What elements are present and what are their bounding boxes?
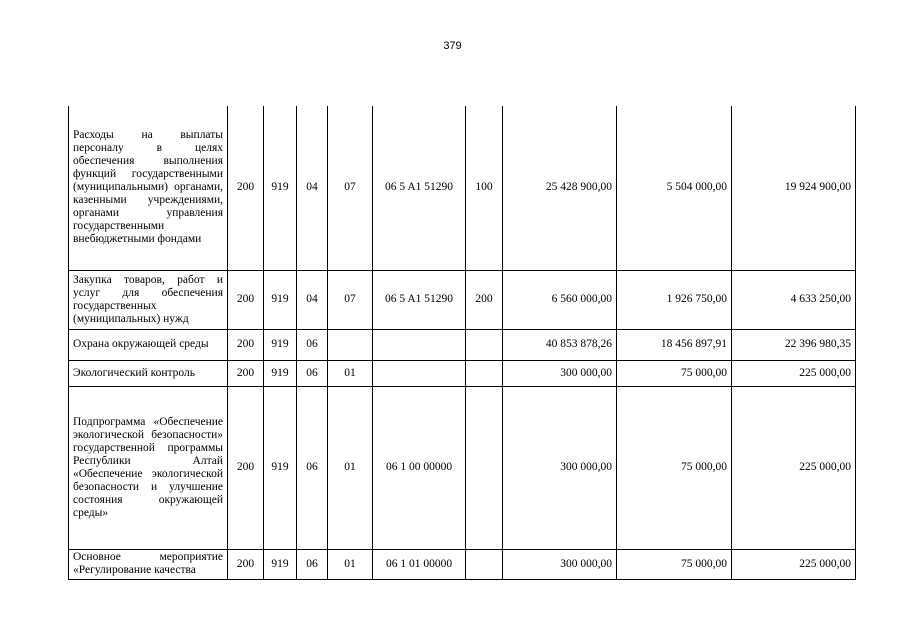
cell-code-2: 919 — [264, 329, 297, 360]
cell-value-2: 1 926 750,00 — [617, 270, 732, 329]
cell-code-1: 200 — [228, 329, 264, 360]
cell-code-3: 04 — [297, 270, 328, 329]
table-row — [69, 106, 856, 270]
cell-code-3: 04 — [297, 106, 328, 270]
table-row — [69, 360, 856, 386]
cell-code-1: 200 — [228, 360, 264, 386]
cell-code-6: 200 — [466, 270, 503, 329]
cell-code-3: 06 — [297, 549, 328, 579]
page-number: 379 — [443, 40, 462, 52]
budget-table — [68, 106, 856, 580]
cell-code-5: 06 1 01 00000 — [373, 549, 466, 579]
row-name: Охрана окружающей среды — [69, 329, 228, 360]
cell-value-3: 4 633 250,00 — [732, 270, 856, 329]
cell-code-2: 919 — [264, 360, 297, 386]
cell-code-6 — [466, 329, 503, 360]
cell-code-5: 06 1 00 00000 — [373, 386, 466, 549]
cell-value-1: 300 000,00 — [503, 549, 617, 579]
cell-code-2: 919 — [264, 106, 297, 270]
cell-value-3: 22 396 980,35 — [732, 329, 856, 360]
cell-value-3: 19 924 900,00 — [732, 106, 856, 270]
cell-value-1: 300 000,00 — [503, 360, 617, 386]
cell-value-2: 75 000,00 — [617, 549, 732, 579]
row-name: Экологический контроль — [69, 360, 228, 386]
cell-code-4 — [328, 329, 373, 360]
cell-value-1: 25 428 900,00 — [503, 106, 617, 270]
table-row — [69, 549, 856, 579]
cell-value-1: 40 853 878,26 — [503, 329, 617, 360]
cell-code-2: 919 — [264, 270, 297, 329]
cell-code-6 — [466, 386, 503, 549]
table-row — [69, 270, 856, 329]
cell-code-1: 200 — [228, 106, 264, 270]
cell-code-1: 200 — [228, 386, 264, 549]
row-name: Закупка товаров, работ и услуг для обеспечения государственных (муниципальных) нужд — [69, 270, 228, 329]
cell-code-6 — [466, 360, 503, 386]
cell-code-4: 07 — [328, 106, 373, 270]
cell-code-2: 919 — [264, 549, 297, 579]
table-row — [69, 386, 856, 549]
row-name: Подпрограмма «Обеспечение экологической безопасности» государственной программы Республики Алтай «Обеспечение экологической безопасности и улучшение состояния окружающей среды» — [69, 386, 228, 549]
cell-value-3: 225 000,00 — [732, 386, 856, 549]
cell-code-5: 06 5 A1 51290 — [373, 106, 466, 270]
cell-value-1: 6 560 000,00 — [503, 270, 617, 329]
cell-code-4: 01 — [328, 386, 373, 549]
cell-value-2: 75 000,00 — [617, 386, 732, 549]
cell-code-3: 06 — [297, 329, 328, 360]
cell-value-3: 225 000,00 — [732, 360, 856, 386]
cell-code-4: 01 — [328, 360, 373, 386]
cell-code-2: 919 — [264, 386, 297, 549]
cell-code-4: 01 — [328, 549, 373, 579]
cell-code-6 — [466, 549, 503, 579]
cell-code-5 — [373, 329, 466, 360]
cell-code-3: 06 — [297, 360, 328, 386]
cell-code-5: 06 5 A1 51290 — [373, 270, 466, 329]
cell-code-1: 200 — [228, 270, 264, 329]
cell-code-3: 06 — [297, 386, 328, 549]
row-name: Основное мероприятие «Регулирование качества — [69, 549, 228, 579]
cell-code-1: 200 — [228, 549, 264, 579]
cell-code-5 — [373, 360, 466, 386]
cell-value-3: 225 000,00 — [732, 549, 856, 579]
cell-value-2: 5 504 000,00 — [617, 106, 732, 270]
table-row — [69, 329, 856, 360]
row-name: Расходы на выплаты персоналу в целях обеспечения выполнения функций государственными (муниципальными) органами, казенными учреждениями, органами управления государственными внебюджетными фондами — [69, 106, 228, 270]
cell-value-1: 300 000,00 — [503, 386, 617, 549]
cell-value-2: 18 456 897,91 — [617, 329, 732, 360]
cell-code-6: 100 — [466, 106, 503, 270]
cell-code-4: 07 — [328, 270, 373, 329]
cell-value-2: 75 000,00 — [617, 360, 732, 386]
